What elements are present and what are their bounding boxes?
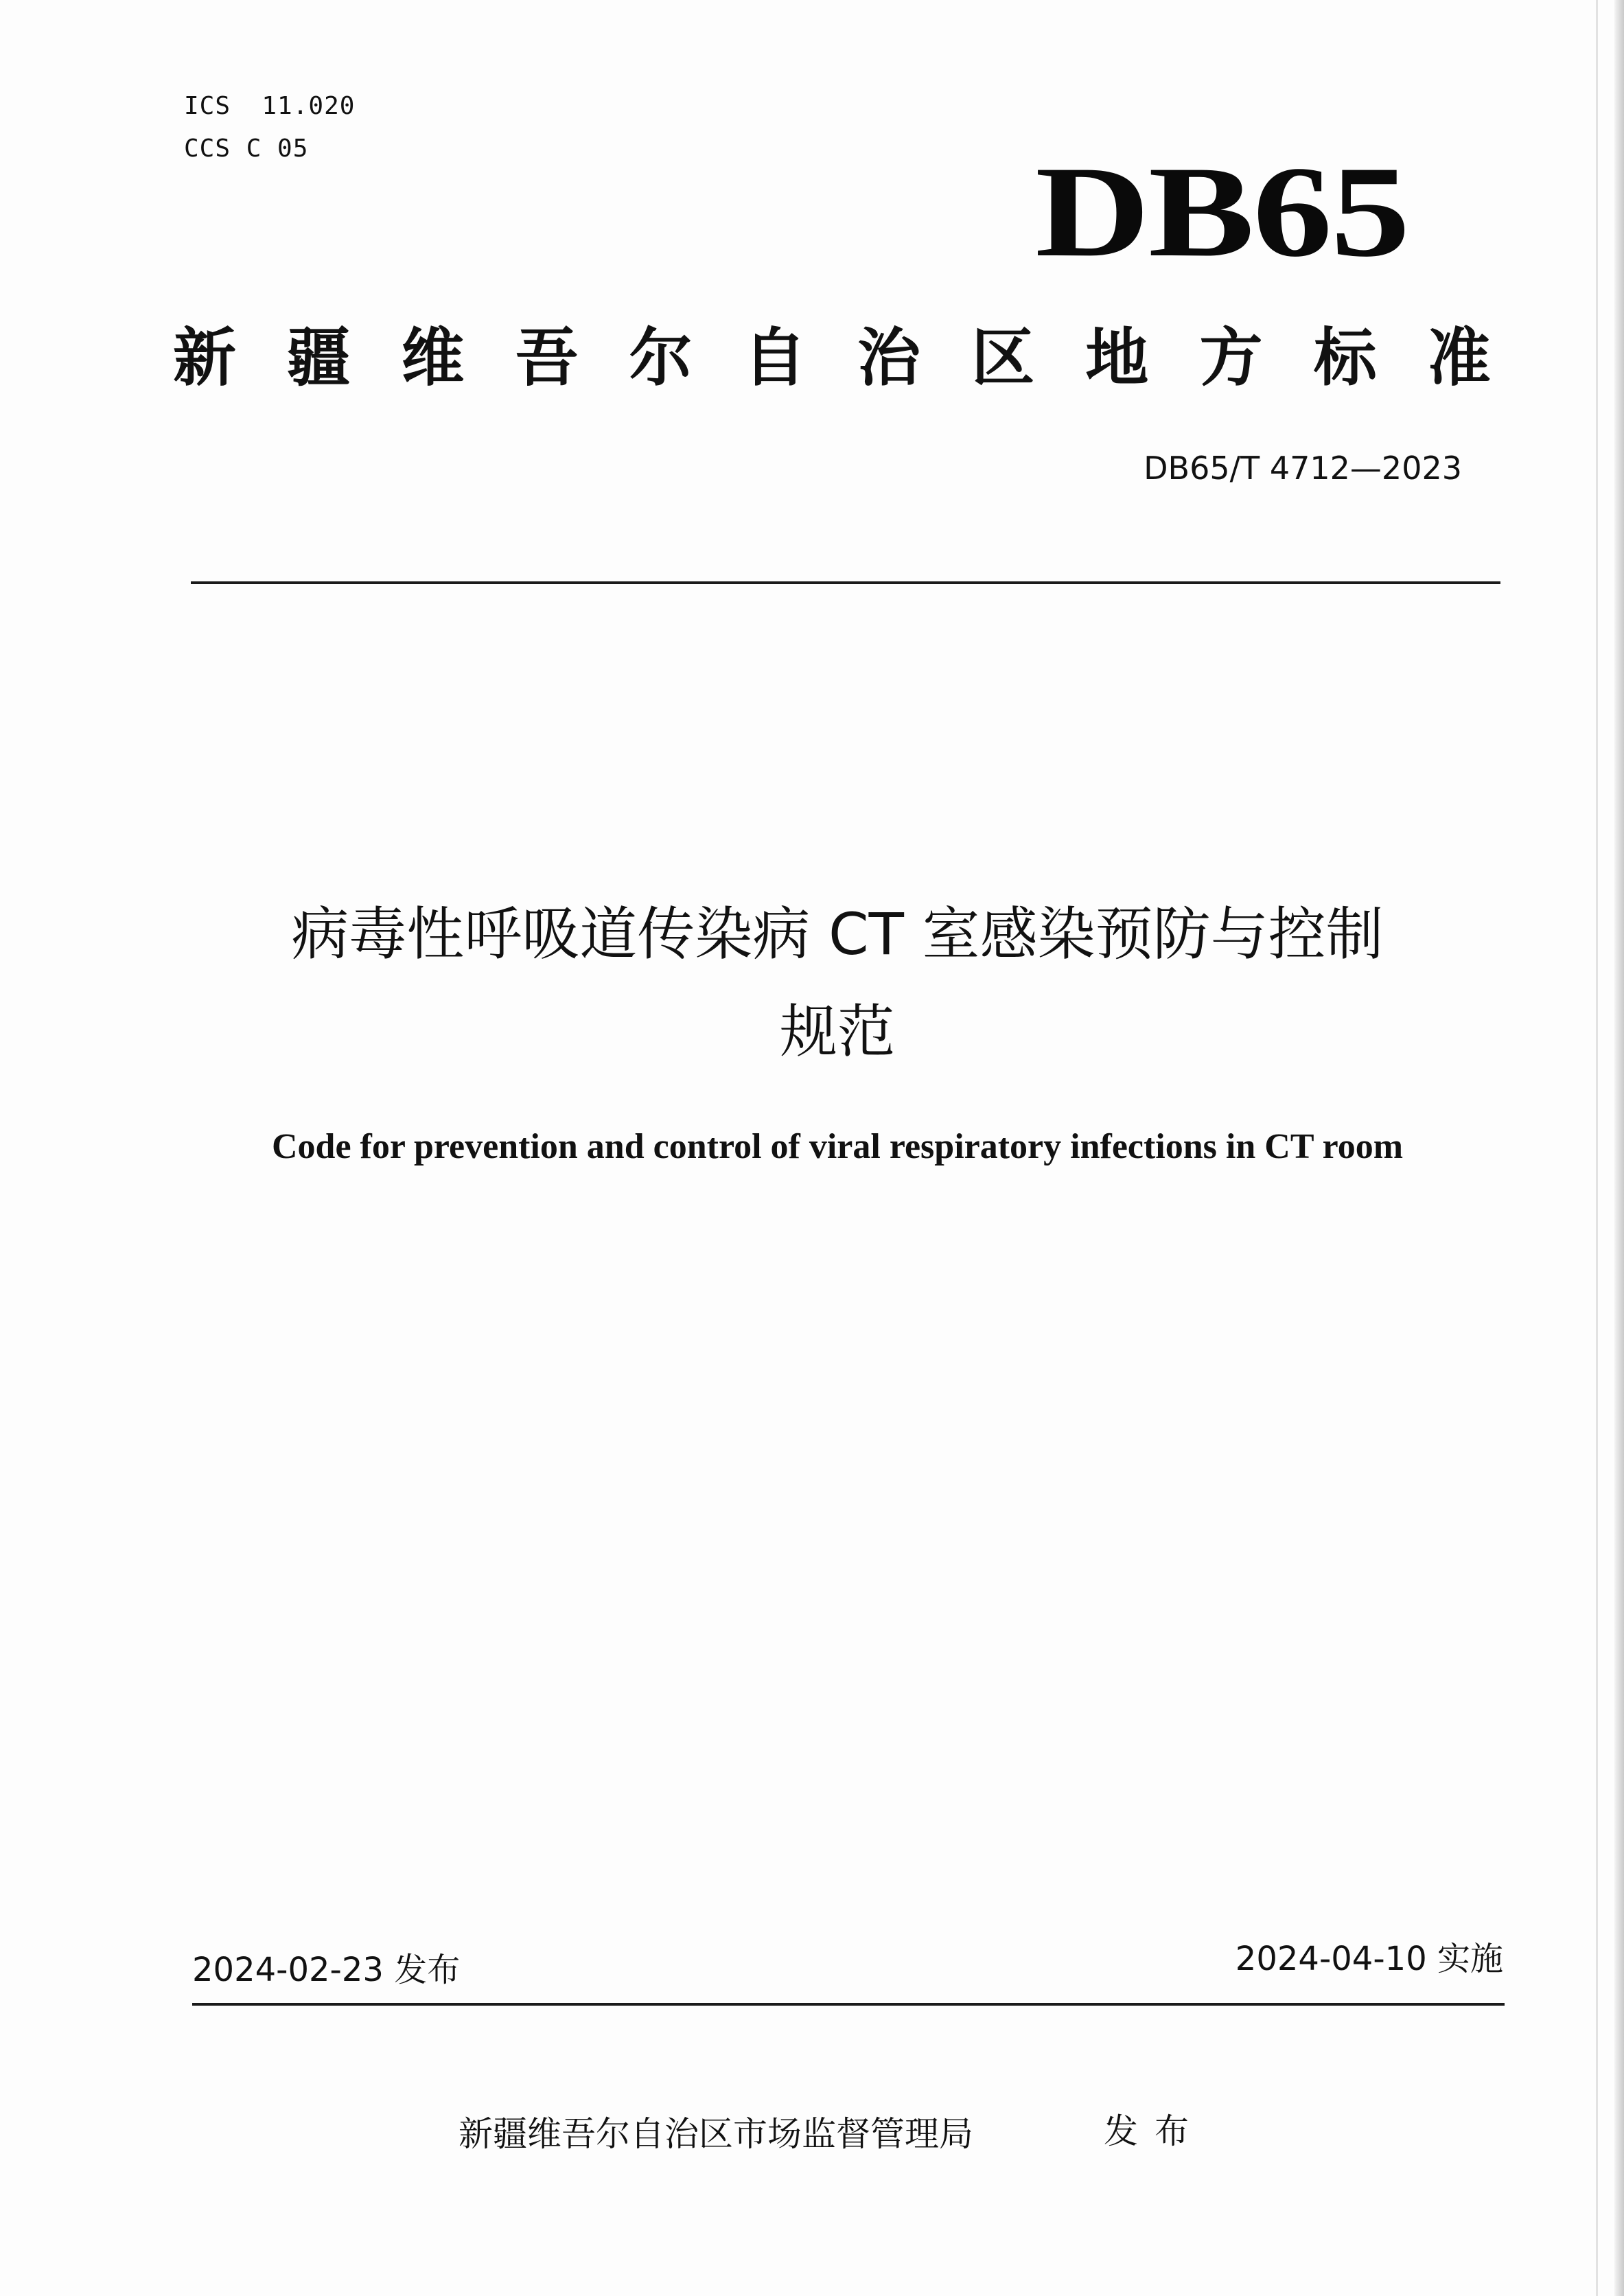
implementation-date: 2024-04-10 实施 (1235, 1940, 1503, 1978)
scan-edge-shadow (1614, 0, 1624, 2296)
english-title: Code for prevention and control of viral respiratory infections in CT room (271, 1127, 1404, 1166)
chinese-title-line-1: 病毒性呼吸道传染病 CT 室感染预防与控制 (291, 901, 1384, 968)
org-title-char: 尔 (629, 321, 693, 395)
chinese-title-line-2: 规范 (779, 998, 895, 1065)
classification-codes (184, 85, 355, 170)
chinese-title (137, 885, 1538, 1080)
org-title-char: 新 (173, 321, 237, 395)
ics-code: ICS 11.020 (184, 92, 356, 120)
org-title-char: 方 (1199, 321, 1263, 395)
publisher-name: 新疆维吾尔自治区市场监督管理局 (459, 2114, 973, 2154)
publish-label: 发布 (1104, 2111, 1205, 2151)
ccs-code: CCS C 05 (184, 135, 309, 163)
org-title-char: 吾 (515, 321, 579, 395)
org-standard-title (173, 317, 1491, 399)
org-title-char: 维 (401, 321, 465, 395)
org-title-char: 准 (1427, 321, 1491, 395)
top-divider (191, 581, 1500, 584)
org-title-char: 自 (743, 321, 807, 395)
bottom-divider (192, 2003, 1505, 2006)
org-title-char: 地 (1085, 321, 1149, 395)
db65-logo: DB65 (1035, 140, 1409, 284)
standard-number: DB65/T 4712—2023 (1144, 450, 1462, 487)
org-title-char: 标 (1313, 321, 1377, 395)
org-title-char: 区 (971, 321, 1035, 395)
scan-edge-line (1596, 0, 1598, 2296)
issue-date: 2024-02-23 发布 (192, 1951, 461, 1989)
org-title-char: 疆 (287, 321, 351, 395)
org-title-char: 治 (857, 321, 921, 395)
